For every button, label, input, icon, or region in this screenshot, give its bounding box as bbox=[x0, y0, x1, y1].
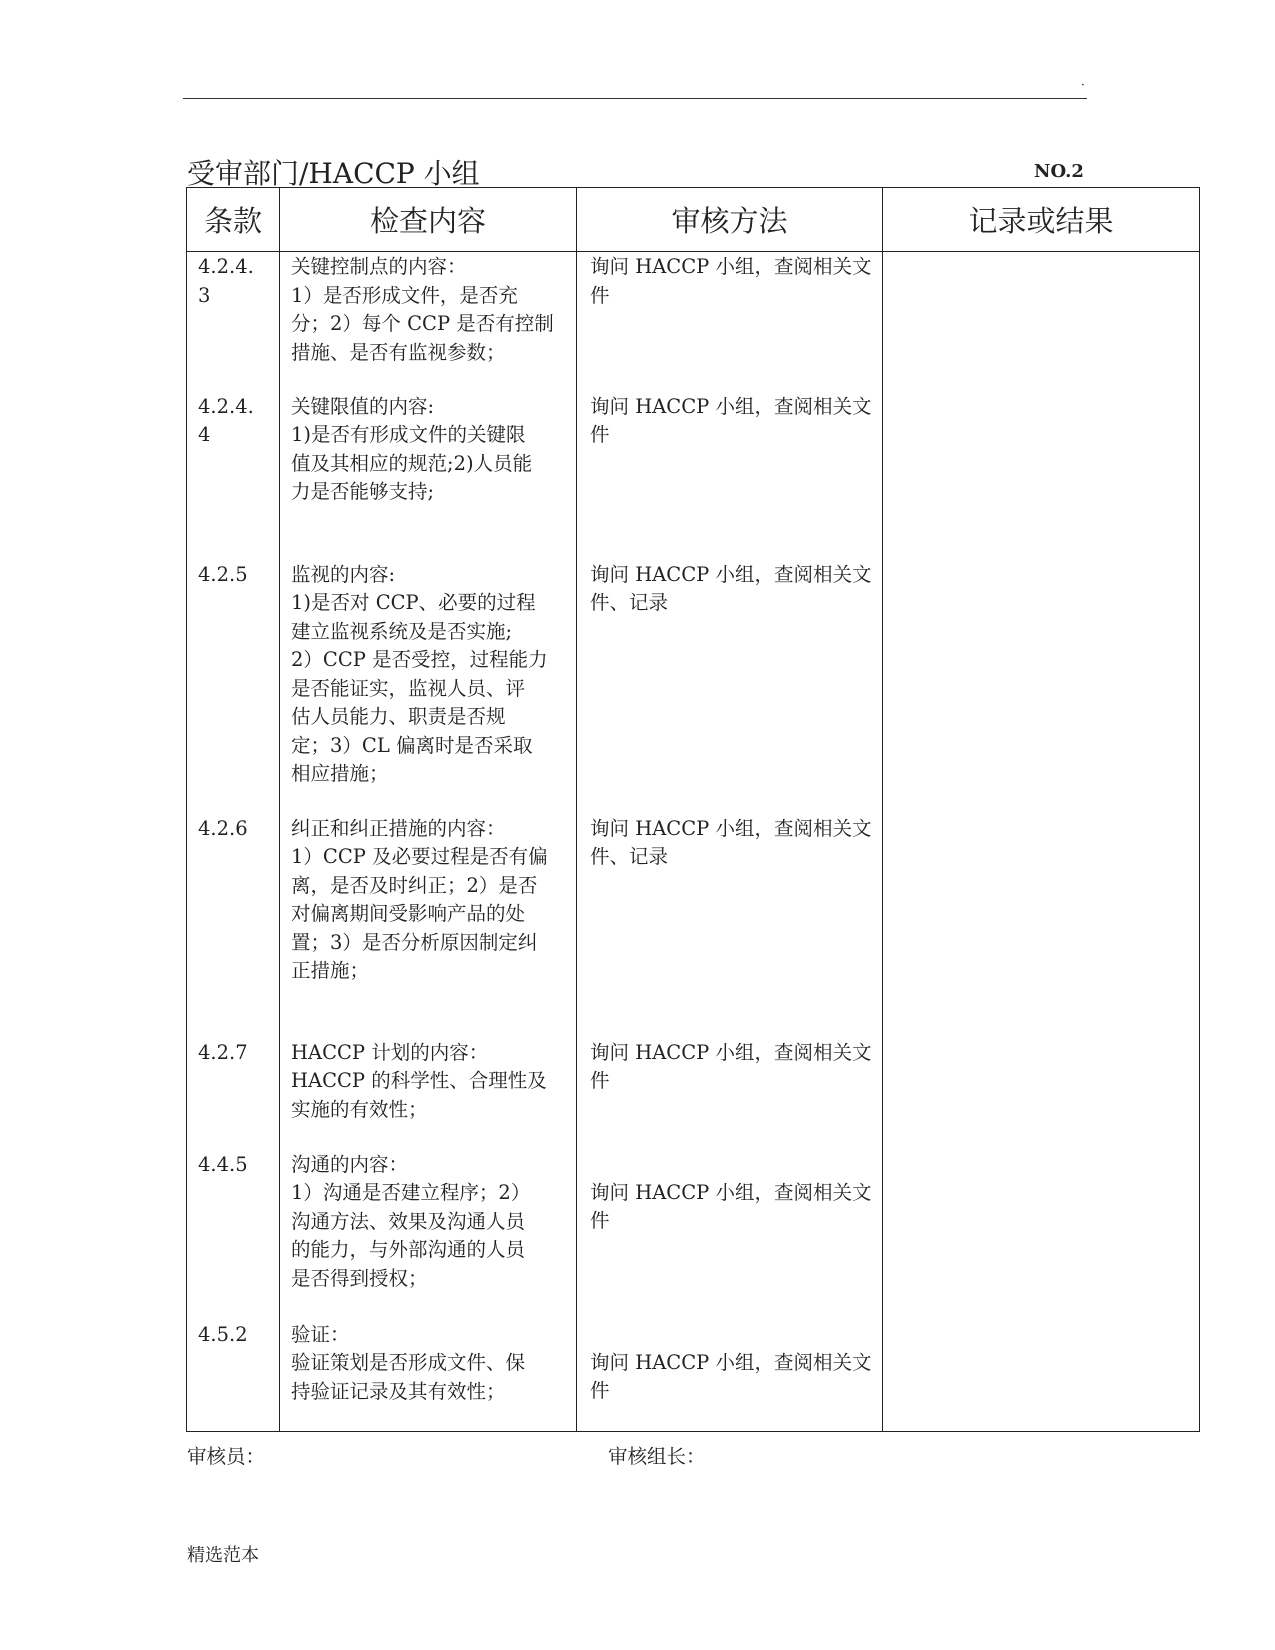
content-cell: 沟通的内容： 1）沟通是否建立程序；2） 沟通方法、效果及沟通人员 的能力，与外部沟通的人员 是否得到授权； bbox=[291, 1152, 531, 1290]
method-cell: 询问 HACCP 小组，查阅相关文 件、记录 bbox=[590, 816, 872, 868]
method-cell: 询问 HACCP 小组，查阅相关文 件 bbox=[590, 1350, 872, 1402]
method-cell: 询问 HACCP 小组，查阅相关文 件 bbox=[590, 394, 872, 446]
method-cell: 询问 HACCP 小组，查阅相关文 件 bbox=[590, 1040, 872, 1092]
table-row bbox=[187, 1151, 1200, 1321]
column-header-content: 检查内容 bbox=[280, 188, 577, 252]
clause-cell: 4.2.5 bbox=[198, 562, 248, 586]
clause-cell: 4.4.5 bbox=[198, 1152, 248, 1176]
header-rule bbox=[183, 98, 1087, 99]
clause-cell: 4.2.4. 3 bbox=[198, 255, 254, 307]
clause-cell: 4.2.6 bbox=[198, 816, 248, 840]
footer-note: 精选范本 bbox=[187, 1545, 259, 1566]
content-cell: 验证： 验证策划是否形成文件、保 持验证记录及其有效性； bbox=[291, 1322, 526, 1403]
audit-checklist-table bbox=[186, 187, 1200, 1432]
table-row bbox=[187, 815, 1200, 1039]
method-cell: 询问 HACCP 小组，查阅相关文 件、记录 bbox=[590, 562, 872, 614]
clause-cell: 4.5.2 bbox=[198, 1322, 248, 1346]
header-dot: · bbox=[1081, 78, 1085, 92]
leader-signature-label: 审核组长： bbox=[608, 1445, 706, 1468]
auditor-signature-label: 审核员： bbox=[187, 1445, 266, 1468]
content-cell: 监视的内容: 1)是否对 CCP、必要的过程 建立监视系统及是否实施; 2）CCP 是否受控，过程能力 是否能证实，监视人员、评 估人员能力、职责是否规 定；3）CL 偏离时是否采取 相应措施； bbox=[291, 562, 548, 785]
table-row bbox=[187, 1039, 1200, 1151]
clause-cell: 4.2.7 bbox=[198, 1040, 248, 1064]
content-cell: HACCP 计划的内容： HACCP 的科学性、合理性及 实施的有效性； bbox=[291, 1040, 547, 1121]
column-header-clause: 条款 bbox=[187, 188, 280, 252]
table-row bbox=[187, 252, 1200, 393]
department-title: 受审部门/HACCP 小组 bbox=[187, 157, 480, 190]
table-row bbox=[187, 393, 1200, 561]
form-number: NO.2 bbox=[1034, 161, 1084, 182]
clause-cell: 4.2.4. 4 bbox=[198, 394, 254, 446]
content-cell: 关键控制点的内容： 1）是否形成文件，是否充 分；2）每个 CCP 是否有控制 措施、是否有监视参数； bbox=[291, 255, 554, 364]
table-header-row bbox=[187, 188, 1200, 252]
column-header-result: 记录或结果 bbox=[883, 188, 1200, 252]
content-cell: 关键限值的内容: 1)是否有形成文件的关键限 值及其相应的规范;2)人员能 力是否能够支持; bbox=[291, 394, 533, 503]
table-row bbox=[187, 1321, 1200, 1432]
method-cell: 询问 HACCP 小组，查阅相关文 件 bbox=[590, 1180, 872, 1232]
content-cell: 纠正和纠正措施的内容： 1）CCP 及必要过程是否有偏 离，是否及时纠正；2）是否 对偏离期间受影响产品的处 置；3）是否分析原因制定纠 正措施； bbox=[291, 816, 548, 982]
table-row bbox=[187, 561, 1200, 815]
method-cell: 询问 HACCP 小组，查阅相关文 件 bbox=[590, 255, 872, 307]
column-header-method: 审核方法 bbox=[577, 188, 883, 252]
